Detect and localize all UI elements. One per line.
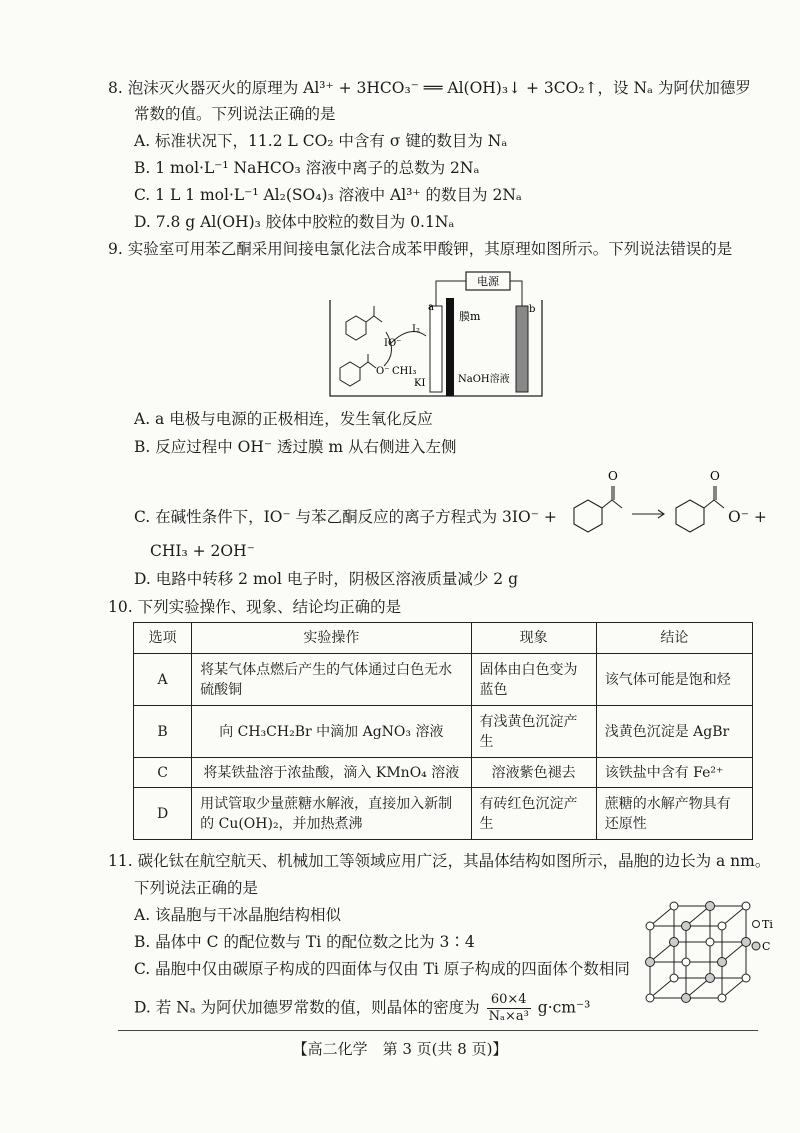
electrolysis-diagram [326, 270, 546, 400]
svg-text:a: a [428, 302, 434, 313]
q8-option-a: A. 标准状况下，11.2 L CO₂ 中含有 σ 键的数目为 Nₐ [134, 132, 508, 150]
electrode-b [516, 306, 528, 392]
svg-text:KI: KI [414, 378, 426, 389]
table-row: D 用试管取少量蔗糖水解液，直接加入新制的 Cu(OH)₂，并加热煮沸 有砖红色沉淀产生 蔗糖的水解产物具有还原性 [134, 788, 753, 840]
q10-stem: 10. 下列实验操作、现象、结论均正确的是 [108, 598, 402, 616]
q8-option-b: B. 1 mol·L⁻¹ NaHCO₃ 溶液中离子的总数为 2Nₐ [134, 159, 480, 177]
page-footer: 【高二化学 第 3 页(共 8 页)】 [292, 1040, 508, 1058]
svg-text:I₂: I₂ [412, 324, 420, 335]
crystal-structure-diagram [640, 900, 780, 1010]
legend-ti-marker [753, 921, 760, 928]
q11-option-c: C. 晶胞中仅由碳原子构成的四面体与仅由 Ti 原子构成的四面体个数相同 [134, 960, 630, 978]
q8-line2: 常数的值。下列说法正确的是 [134, 105, 336, 123]
membrane-m [446, 298, 454, 396]
table-row: A 将某气体点燃后产生的气体通过白色无水硫酸铜 固体由白色变为蓝色 该气体可能是饱和烃 [134, 654, 753, 706]
q11-option-b: B. 晶体中 C 的配位数与 Ti 的配位数之比为 3∶4 [134, 933, 475, 951]
q9-option-c-equation [568, 466, 768, 540]
acetophenone-structure [346, 306, 382, 340]
svg-text:O: O [608, 469, 618, 483]
legend-ti: Ti [762, 918, 773, 931]
legend-c: C [762, 940, 771, 953]
q9-stem: 9. 实验室可用苯乙酮采用间接电氯化法合成苯甲酸钾，其原理如图所示。下列说法错误的是 [108, 240, 733, 258]
header-phenomenon: 现象 [471, 623, 596, 654]
benzoate-structure [676, 486, 724, 532]
svg-text:膜m: 膜m [459, 310, 481, 323]
q9-option-c-line2: CHI₃ + 2OH⁻ [150, 542, 255, 560]
svg-text:O⁻: O⁻ [376, 366, 390, 377]
benzoate-structure [340, 354, 376, 386]
q11-option-a: A. 该晶胞与干冰晶胞结构相似 [134, 906, 342, 924]
q10-table [133, 622, 753, 840]
acetophenone-structure [574, 486, 622, 532]
header-operation: 实验操作 [192, 623, 471, 654]
q8-line1: 8. 泡沫灭火器灭火的原理为 Al³⁺ + 3HCO₃⁻ ══ Al(OH)₃↓ + 3CO₂↑，设 Nₐ 为阿伏加德罗 [108, 79, 751, 97]
q11-line2: 下列说法正确的是 [134, 879, 259, 897]
table-row: B 向 CH₃CH₂Br 中滴加 AgNO₃ 溶液 有浅黄色沉淀产生 浅黄色沉淀是 AgBr [134, 706, 753, 758]
q11-option-d: D. 若 Nₐ 为阿伏加德罗常数的值，则晶体的密度为 $\frac{60\times 4}{\text{Nₐ×a³}}$ g·cm⁻³ [134, 992, 591, 1024]
q8-option-d: D. 7.8 g Al(OH)₃ 胶体中胶粒的数目为 0.1Nₐ [134, 213, 455, 231]
header-conclusion: 结论 [596, 623, 752, 654]
legend-c-marker [752, 942, 760, 950]
q9-option-a: A. a 电极与电源的正极相连，发生氧化反应 [134, 410, 433, 428]
table-row: C 将某铁盐溶于浓盐酸，滴入 KMnO₄ 溶液 溶液紫色褪去 该铁盐中含有 Fe²⁺ [134, 758, 753, 788]
table-header-row [134, 623, 753, 654]
q8-option-c: C. 1 L 1 mol·L⁻¹ Al₂(SO₄)₃ 溶液中 Al³⁺ 的数目为 2Nₐ [134, 186, 522, 204]
q9-option-c-tail: O⁻ + [728, 508, 767, 526]
q9-option-b: B. 反应过程中 OH⁻ 透过膜 m 从右侧进入左侧 [134, 438, 457, 456]
q9-option-d: D. 电路中转移 2 mol 电子时，阴极区溶液质量减少 2 g [134, 570, 518, 588]
electrode-a [430, 306, 442, 392]
density-fraction: $\frac{60\times 4}{\text{Nₐ×a³}}$ [488, 992, 529, 1024]
svg-text:IO⁻: IO⁻ [384, 338, 402, 349]
footer-divider [118, 1030, 758, 1031]
power-label: 电源 [477, 275, 499, 288]
svg-text:NaOH溶液: NaOH溶液 [458, 374, 510, 385]
svg-text:CHI₃: CHI₃ [392, 366, 417, 377]
q11-line1: 11. 碳化钛在航空航天、机械加工等领域应用广泛，其晶体结构如图所示，晶胞的边长为 a nm。 [108, 852, 771, 870]
q9-option-c-line1: C. 在碱性条件下，IO⁻ 与苯乙酮反应的离子方程式为 3IO⁻ + [134, 508, 557, 526]
svg-text:b: b [529, 304, 536, 315]
svg-text:O: O [710, 469, 720, 483]
header-option: 选项 [134, 623, 192, 654]
